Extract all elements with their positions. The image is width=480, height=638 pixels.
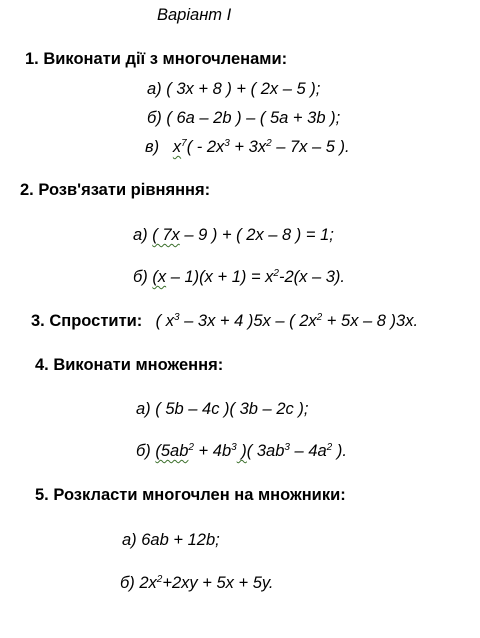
expr-part: (x — [152, 268, 167, 286]
expr-part: б) 2x — [120, 574, 157, 592]
task2-item-b — [133, 268, 345, 287]
task1-item-b: б) ( 6a – 2b ) – ( 5a + 3b ); — [147, 109, 341, 127]
expr-part: ( 3ab — [246, 442, 285, 460]
expr-part: +2xy + 5x + 5y. — [162, 574, 274, 592]
task2-heading: 2. Розв'язати рівняння: — [20, 181, 211, 199]
exponent: 2 — [326, 442, 333, 453]
exponent: 2 — [266, 138, 272, 149]
exponent: 3 — [224, 138, 230, 149]
expr-part: б) — [136, 442, 156, 460]
task2-item-a — [133, 226, 334, 245]
expr-part: (5ab — [155, 442, 189, 460]
expr-part: ( - 2x — [186, 138, 225, 156]
exponent: 7 — [181, 138, 187, 149]
task1-heading: 1. Виконати дії з многочленами: — [25, 50, 288, 68]
task4-item-b — [136, 442, 347, 461]
task1-item-c — [145, 138, 350, 157]
expr-part: – 9 ) + ( 2x – 8 ) = 1; — [179, 226, 334, 244]
exponent: 3 — [231, 442, 237, 453]
expr-part: – 7x – 5 ). — [271, 138, 350, 156]
expr-part: ) — [236, 442, 247, 460]
expr-part: а) — [133, 226, 153, 244]
expr-part: -2(x – 3). — [278, 268, 346, 286]
page-title: Варіант І — [157, 6, 232, 24]
exponent: 2 — [188, 442, 194, 453]
task4-heading: 4. Виконати множення: — [35, 356, 224, 374]
expr-part: + 5x – 8 )3x. — [322, 312, 419, 330]
task5-heading: 5. Розкласти многочлен на множники: — [35, 486, 346, 504]
exponent: 2 — [156, 574, 163, 585]
exponent: 2 — [316, 312, 323, 323]
expr-part: ( x — [155, 312, 174, 330]
exponent: 3 — [173, 312, 180, 323]
exponent: 2 — [273, 268, 279, 279]
task5-item-b — [120, 574, 274, 593]
task5-item-a: а) 6ab + 12b; — [122, 531, 220, 549]
expr-part: ( 7x — [152, 226, 180, 244]
expr-part: – 1)(x + 1) = x — [166, 268, 274, 286]
task3-expression — [156, 312, 418, 330]
expr-part: – 3x + 4 )5x – ( 2x — [179, 312, 317, 330]
variable-x: x — [172, 138, 182, 156]
item-label: в) — [145, 138, 160, 156]
task1-item-a: а) ( 3x + 8 ) + ( 2x – 5 ); — [147, 80, 321, 98]
expr-part: б) — [133, 268, 153, 286]
expr-part: ). — [332, 442, 347, 460]
expr-part: + 3x — [229, 138, 267, 156]
task3-row — [31, 312, 418, 331]
expr-part: – 4a — [289, 442, 327, 460]
task4-item-a: а) ( 5b – 4c )( 3b – 2c ); — [136, 400, 309, 418]
task3-heading: 3. Спростити: — [31, 312, 143, 330]
expr-part: + 4b — [193, 442, 232, 460]
exponent: 3 — [284, 442, 290, 453]
